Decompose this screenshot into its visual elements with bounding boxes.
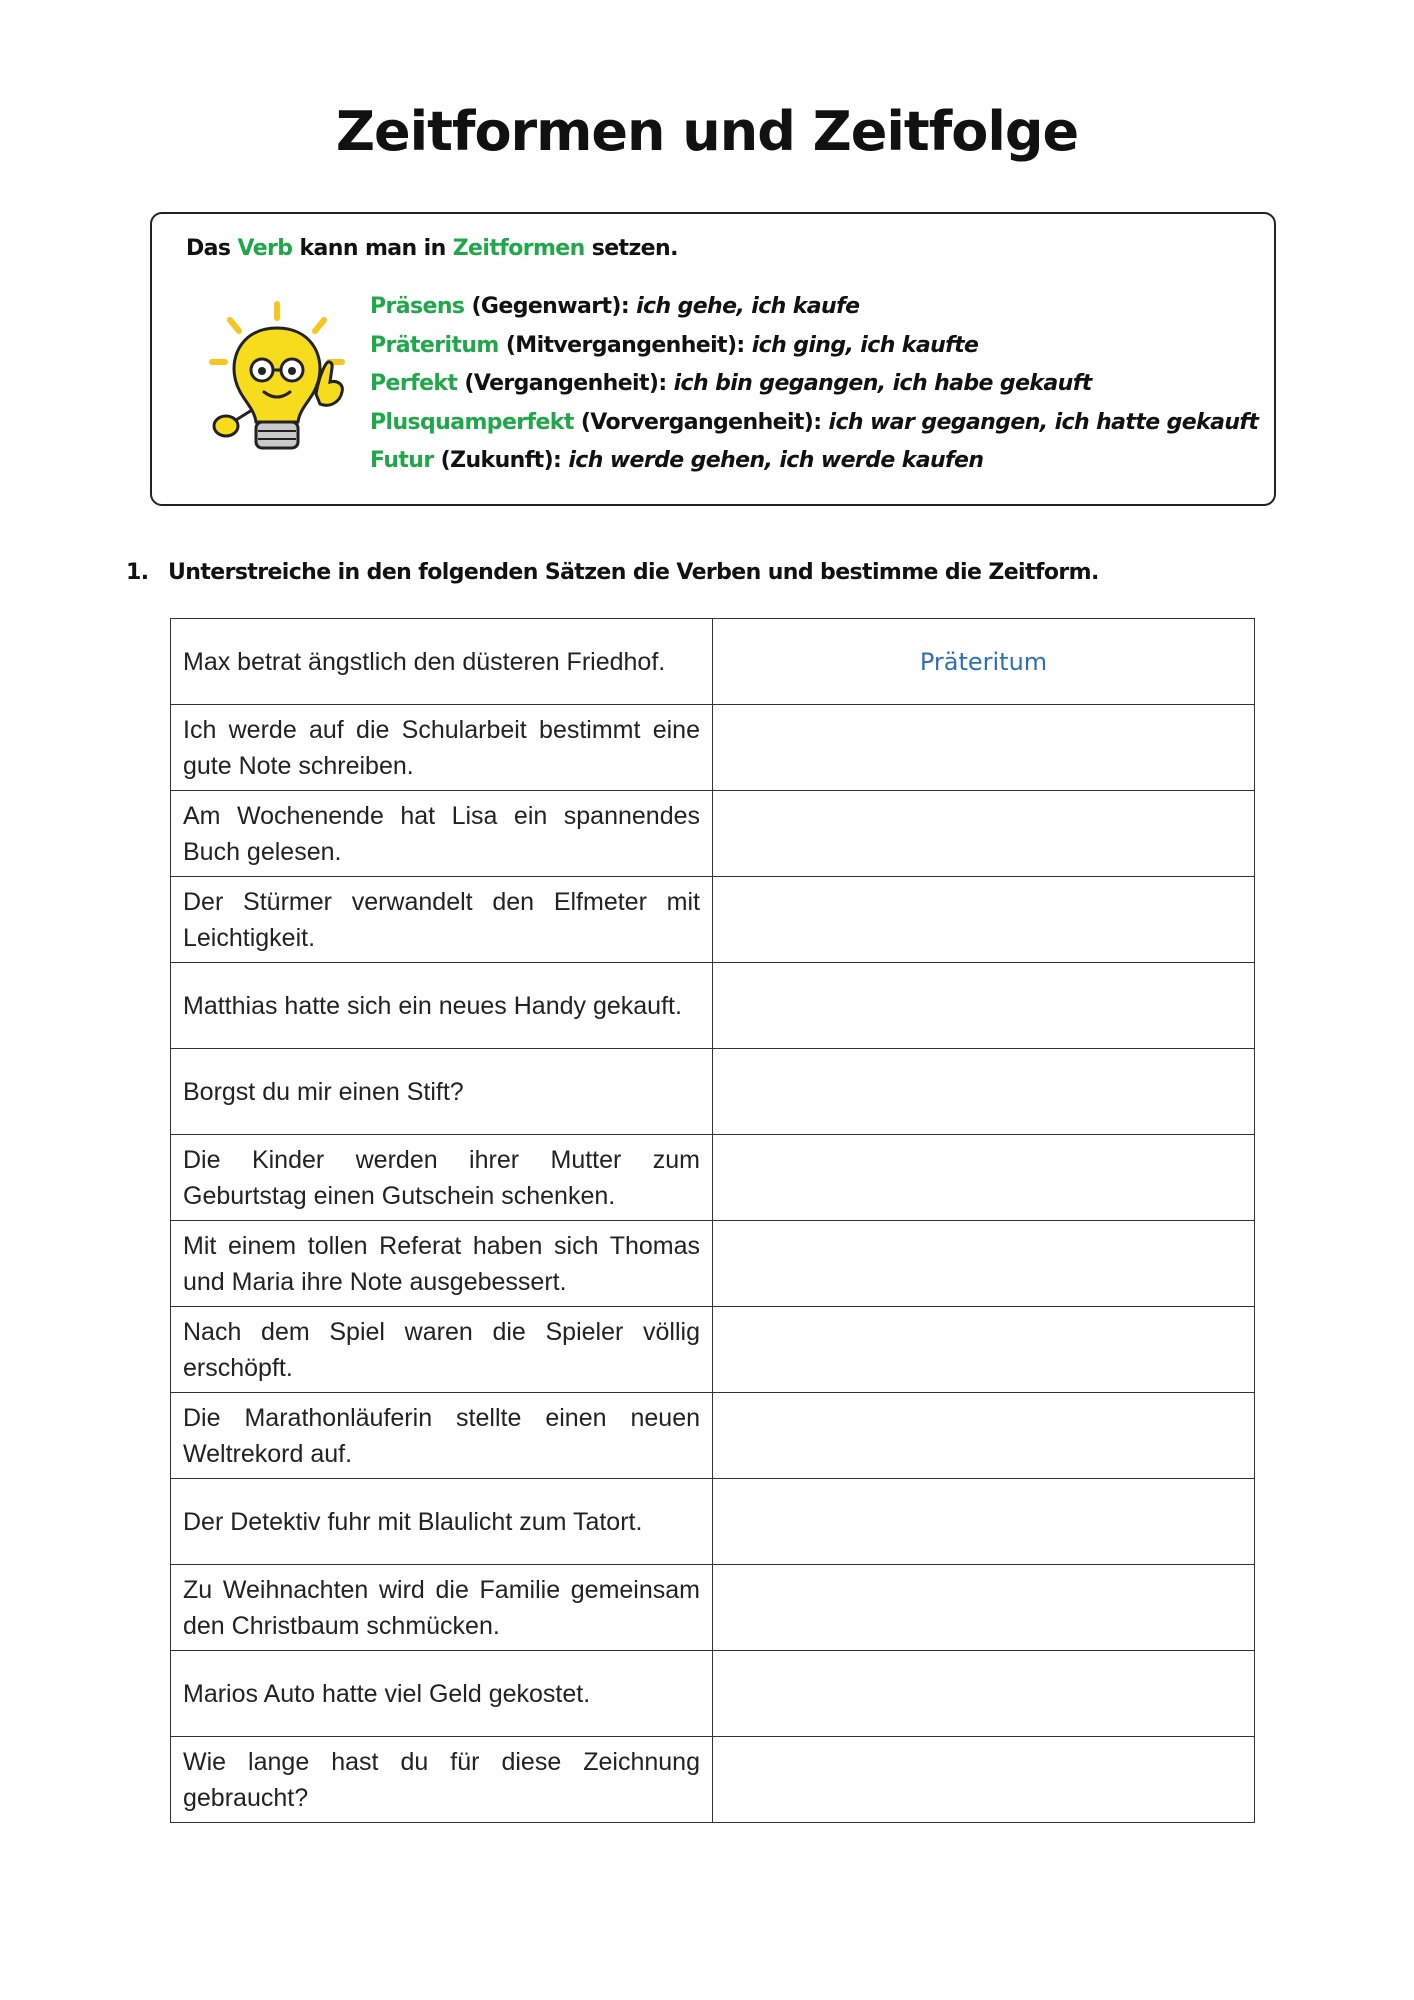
tense-example: ich bin gegangen, ich habe gekauft <box>673 371 1092 396</box>
tense-example: ich ging, ich kaufte <box>751 332 979 358</box>
table-row <box>171 1393 1255 1479</box>
table-row <box>171 1221 1255 1307</box>
intro-zeitformen: Zeitformen <box>452 236 585 261</box>
tense-list <box>370 288 1258 481</box>
sentence-cell: Am Wochenende hat Lisa ein spannendes Buch gelesen. <box>171 791 713 877</box>
answer-cell[interactable] <box>713 1393 1255 1479</box>
sentence-cell: Marios Auto hatte viel Geld gekostet. <box>171 1651 713 1737</box>
tense-item-praesens <box>370 288 1258 327</box>
answer-cell[interactable] <box>713 705 1255 791</box>
sentence-cell: Nach dem Spiel waren die Spieler völlig erschöpft. <box>171 1307 713 1393</box>
tense-name: Futur <box>370 448 434 473</box>
tense-item-perfekt <box>370 365 1258 404</box>
answer-cell[interactable] <box>713 877 1255 963</box>
answer-cell[interactable] <box>713 1221 1255 1307</box>
tense-example: ich werde gehen, ich werde kaufen <box>568 448 984 473</box>
sentence-cell: Zu Weihnachten wird die Familie gemeinsam den Christbaum schmücken. <box>171 1565 713 1651</box>
table-row <box>171 963 1255 1049</box>
sentence-cell: Der Stürmer verwandelt den Elfmeter mit Leichtigkeit. <box>171 877 713 963</box>
answer-cell[interactable] <box>713 1565 1255 1651</box>
intro-text <box>186 236 678 261</box>
page-title: Zeitformen und Zeitfolge <box>335 100 1079 163</box>
tense-name: Präteritum <box>370 332 499 358</box>
tense-example: ich gehe, ich kaufe <box>636 294 860 319</box>
info-box <box>150 212 1276 506</box>
tense-desc: (Mitvergangenheit): <box>498 332 752 358</box>
sentence-cell: Borgst du mir einen Stift? <box>171 1049 713 1135</box>
answer-cell[interactable] <box>713 1307 1255 1393</box>
answer-cell[interactable] <box>713 1135 1255 1221</box>
answer-cell[interactable] <box>713 1049 1255 1135</box>
tense-item-plusquamperfekt <box>370 404 1258 443</box>
table-row <box>171 791 1255 877</box>
tense-name: Plusquamperfekt <box>370 409 574 435</box>
table-row <box>171 1565 1255 1651</box>
tense-desc: (Vorvergangenheit): <box>573 409 829 435</box>
sentence-cell: Der Detektiv fuhr mit Blaulicht zum Tatort. <box>171 1479 713 1565</box>
tense-desc: (Zukunft): <box>433 448 569 473</box>
tense-name: Präsens <box>370 294 465 319</box>
exercise-table <box>170 618 1255 1823</box>
table-row <box>171 1307 1255 1393</box>
table-row <box>171 1737 1255 1823</box>
intro-verb: Verb <box>237 236 293 261</box>
task-instruction <box>126 560 1099 585</box>
table-row <box>171 705 1255 791</box>
sentence-cell: Matthias hatte sich ein neues Handy gekauft. <box>171 963 713 1049</box>
table-row <box>171 1135 1255 1221</box>
answer-cell[interactable]: Präteritum <box>713 619 1255 705</box>
table-row <box>171 1651 1255 1737</box>
task-text: Unterstreiche in den folgenden Sätzen die Verben und bestimme die Zeitform. <box>168 560 1099 585</box>
sentence-cell: Die Kinder werden ihrer Mutter zum Geburtstag einen Gutschein schenken. <box>171 1135 713 1221</box>
sentence-cell: Ich werde auf die Schularbeit bestimmt eine gute Note schreiben. <box>171 705 713 791</box>
task-number: 1. <box>126 560 149 585</box>
exercise-table-body <box>171 619 1255 1823</box>
lightbulb-mascot-icon <box>192 298 362 468</box>
sentence-cell: Wie lange hast du für diese Zeichnung gebraucht? <box>171 1737 713 1823</box>
tense-item-futur <box>370 442 1258 481</box>
intro-part3: setzen. <box>584 236 678 261</box>
table-row <box>171 1479 1255 1565</box>
answer-cell[interactable] <box>713 1479 1255 1565</box>
table-row <box>171 619 1255 705</box>
sentence-cell: Max betrat ängstlich den düsteren Friedhof. <box>171 619 713 705</box>
tense-example: ich war gegangen, ich hatte gekauft <box>828 409 1259 435</box>
intro-part1: Das <box>186 236 238 261</box>
intro-part2: kann man in <box>292 236 453 261</box>
tense-item-praeteritum <box>370 327 1258 366</box>
answer-cell[interactable] <box>713 963 1255 1049</box>
sentence-cell: Mit einem tollen Referat haben sich Thomas und Maria ihre Note ausgebessert. <box>171 1221 713 1307</box>
tense-desc: (Vergangenheit): <box>457 371 674 396</box>
sentence-cell: Die Marathonläuferin stellte einen neuen Weltrekord auf. <box>171 1393 713 1479</box>
answer-cell[interactable] <box>713 1651 1255 1737</box>
table-row <box>171 1049 1255 1135</box>
answer-cell[interactable] <box>713 1737 1255 1823</box>
table-row <box>171 877 1255 963</box>
answer-cell[interactable] <box>713 791 1255 877</box>
tense-name: Perfekt <box>370 371 458 396</box>
tense-desc: (Gegenwart): <box>464 294 637 319</box>
